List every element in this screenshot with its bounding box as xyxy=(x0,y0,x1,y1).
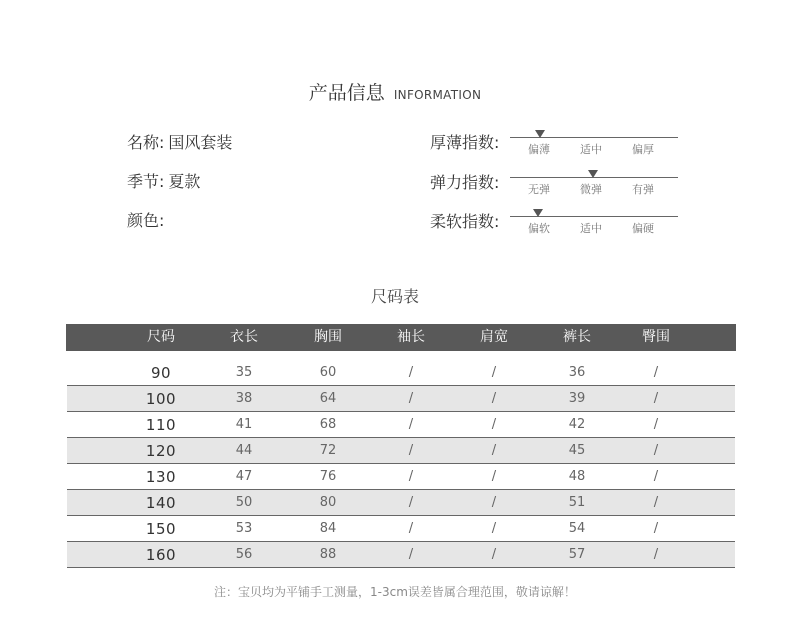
elasticity-index xyxy=(430,170,690,200)
table-cell: 48 xyxy=(568,469,586,484)
index-option: 适中 xyxy=(580,143,602,156)
table-cell: 36 xyxy=(568,365,586,380)
table-cell: 64 xyxy=(319,391,337,406)
index-option: 偏硬 xyxy=(632,222,654,235)
table-cell: 50 xyxy=(235,495,253,510)
table-cell: 76 xyxy=(319,469,337,484)
index-label: 厚薄指数: xyxy=(430,133,500,152)
index-option: 偏厚 xyxy=(632,143,654,156)
index-option: 偏薄 xyxy=(528,143,550,156)
table-cell: 80 xyxy=(319,495,337,510)
table-cell: / xyxy=(408,443,414,458)
size-cell: 160 xyxy=(145,546,177,564)
table-cell: / xyxy=(653,547,659,562)
size-cell: 140 xyxy=(145,494,177,512)
index-option: 偏软 xyxy=(528,222,550,235)
table-cell: 60 xyxy=(319,365,337,380)
column-header: 胸围 xyxy=(314,329,342,345)
index-option: 适中 xyxy=(580,222,602,235)
table-row xyxy=(67,542,735,568)
info-title xyxy=(0,78,790,105)
table-cell: 84 xyxy=(319,521,337,536)
table-header xyxy=(66,324,736,351)
table-cell: 51 xyxy=(568,495,586,510)
info-row-name xyxy=(127,130,232,169)
table-cell: / xyxy=(491,521,497,536)
table-cell: 54 xyxy=(568,521,586,536)
table-cell: 39 xyxy=(568,391,586,406)
size-cell: 130 xyxy=(145,468,177,486)
thickness-index xyxy=(430,130,690,160)
table-cell: / xyxy=(653,391,659,406)
table-row xyxy=(67,360,735,386)
table-cell: / xyxy=(653,417,659,432)
size-cell: 120 xyxy=(145,442,177,460)
table-cell: / xyxy=(653,443,659,458)
title-cn: 产品信息 xyxy=(308,82,385,104)
info-row-season xyxy=(127,169,232,208)
measurement-note: 注：宝贝均为平铺手工测量，1-3cm误差皆属合理范围，敬请谅解！ xyxy=(214,585,576,599)
size-cell: 110 xyxy=(145,416,177,434)
table-cell: / xyxy=(408,521,414,536)
table-cell: / xyxy=(408,365,414,380)
table-cell: / xyxy=(491,365,497,380)
table-body xyxy=(66,360,736,568)
table-cell: / xyxy=(653,365,659,380)
table-cell: 38 xyxy=(235,391,253,406)
table-row xyxy=(67,386,735,412)
column-header: 肩宽 xyxy=(480,329,508,345)
column-header: 衣长 xyxy=(230,329,258,345)
table-row xyxy=(67,438,735,464)
table-row xyxy=(67,412,735,438)
table-cell: 44 xyxy=(235,443,253,458)
title-en: INFORMATION xyxy=(393,88,482,102)
table-cell: / xyxy=(491,443,497,458)
table-cell: 41 xyxy=(235,417,253,432)
table-cell: 53 xyxy=(235,521,253,536)
size-table-title: 尺码表 xyxy=(370,287,419,306)
column-header: 臀围 xyxy=(642,329,670,345)
table-cell: 42 xyxy=(568,417,586,432)
table-cell: / xyxy=(653,469,659,484)
table-cell: 47 xyxy=(235,469,253,484)
index-marker-icon xyxy=(533,209,543,217)
table-cell: 68 xyxy=(319,417,337,432)
table-cell: / xyxy=(408,495,414,510)
table-cell: / xyxy=(408,469,414,484)
softness-index xyxy=(430,209,690,239)
table-row xyxy=(67,490,735,516)
table-cell: / xyxy=(491,547,497,562)
column-header: 尺码 xyxy=(147,329,175,345)
index-label: 柔软指数: xyxy=(430,212,500,231)
table-cell: / xyxy=(491,391,497,406)
info-label: 名称: xyxy=(127,133,165,152)
product-info-list xyxy=(127,130,232,247)
table-cell: 56 xyxy=(235,547,253,562)
info-row-color xyxy=(127,208,232,247)
info-label: 颜色: xyxy=(127,211,165,230)
index-option: 无弹 xyxy=(528,183,550,196)
table-cell: 72 xyxy=(319,443,337,458)
table-cell: / xyxy=(653,521,659,536)
column-header: 裤长 xyxy=(563,329,591,345)
table-cell: 45 xyxy=(568,443,586,458)
column-header: 袖长 xyxy=(397,329,425,345)
index-marker-icon xyxy=(535,130,545,138)
index-option: 微弹 xyxy=(580,183,602,196)
table-cell: / xyxy=(653,495,659,510)
info-value: 夏款 xyxy=(168,172,201,191)
index-marker-icon xyxy=(588,170,598,178)
index-label: 弹力指数: xyxy=(430,173,500,192)
table-cell: / xyxy=(491,495,497,510)
table-cell: / xyxy=(491,417,497,432)
table-cell: / xyxy=(408,391,414,406)
size-cell: 100 xyxy=(145,390,177,408)
size-table xyxy=(66,324,736,568)
index-option: 有弹 xyxy=(632,183,654,196)
table-row xyxy=(67,516,735,542)
table-row xyxy=(67,464,735,490)
table-cell: / xyxy=(408,547,414,562)
table-cell: 35 xyxy=(235,365,253,380)
size-cell: 150 xyxy=(145,520,177,538)
table-cell: 88 xyxy=(319,547,337,562)
table-cell: / xyxy=(491,469,497,484)
table-cell: 57 xyxy=(568,547,586,562)
info-label: 季节: xyxy=(127,172,165,191)
table-cell: / xyxy=(408,417,414,432)
info-value: 国风套装 xyxy=(168,133,233,152)
size-cell: 90 xyxy=(150,364,172,382)
